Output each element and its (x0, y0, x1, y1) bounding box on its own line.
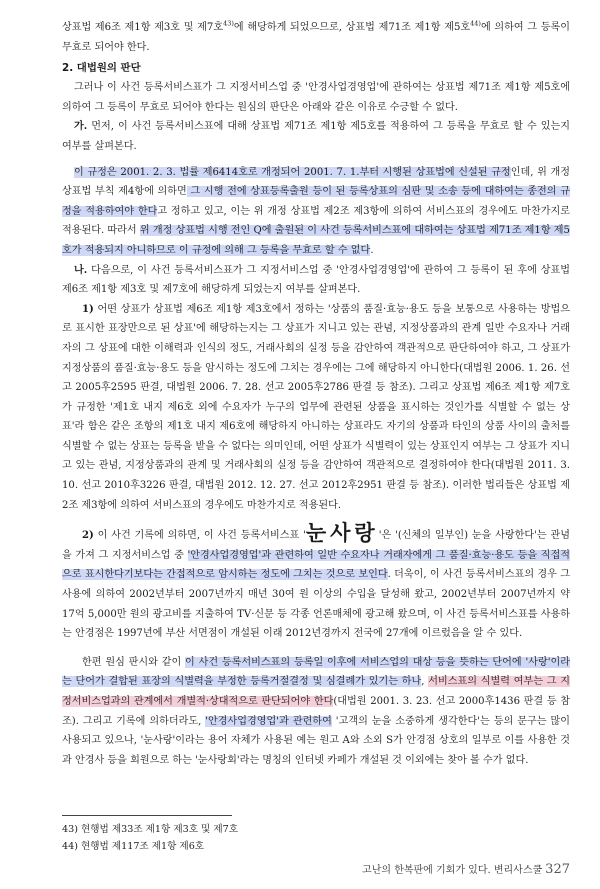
highlight-blue: '안경사업경영업'과 관련하여 일반 수요자나 거래자에게 그 품질·효능·용도 등을 직접적으로 표시한다기보다는 간접적으로 암시하는 정도에 그치는 것으로 보인다 (62, 549, 570, 581)
paragraph-distinctiveness: 한편 원심 판시와 같이 이 사건 등록서비스표의 등록일 이후에 서비스업의 대상 등을 뜻하는 단어에 '사랑'이라는 단어가 결합된 표장의 식별력을 부정한 등록거절결정 및 심결례가 있기는 하나, 서비스표의 식별력 여부는 그 지정서비스업과의 관계에서 개별적·상대적으로 판단되어야 한다(대법원 2001. 3. 23. 선고 2000후1436 판결 등 참조). 그리고 기록에 의하더라도, '안경사업경영업'과 관련하여 '고객의 눈을 소중하게 생각한다'는 등의 문구는 많이 사용되고 있으나, '눈사랑'이라는 용어 자체가 사용된 예는 원고 A와 소외 S가 안경점 상호의 일부로 이를 사용한 것과 안경사 등을 회원으로 하는 '눈사랑회'라는 명칭의 인터넷 카페가 개설된 것 이외에는 찾아 볼 수가 없다. (62, 656, 571, 766)
item-marker: 1) (82, 303, 94, 315)
page-number: 327 (545, 862, 570, 877)
footer-text: 고난의 한복판에 기회가 있다. 변리사스쿨 (362, 865, 543, 876)
page-footer (362, 861, 570, 877)
footnote: 44) 현행법 제117조 제1항 제6호 (62, 841, 205, 852)
paragraph-intro: 상표법 제6조 제1항 제3호 및 제7호$^{43)}$에 해당하게 되었으므로, 상표법 제71조 제1항 제5호$^{44)}$에 의하여 그 등록이 무효로 되어야 한다. (62, 19, 570, 53)
section-heading: 2. 대법원의 판단 (62, 62, 141, 75)
item-marker: 2) (82, 530, 94, 542)
item-marker: 가. (74, 121, 88, 133)
highlight-blue: 이 규정은 2001. 2. 3. 법률 제6414호로 개정되어 2001. 7. 1.부터 시행된 상표법에 신설된 규정 (74, 166, 511, 178)
footnote-ref[interactable]: 44) (470, 19, 481, 28)
item-marker: 나. (74, 264, 88, 276)
highlight-blue: 위 개정 상표법 시행 전인 Q에 출원된 이 사건 등록서비스표에 대하여는 상표법 제71조 제1항 제5호가 적용되지 아니하므로 이 규정에 의해 그 등록을 무효로 할 수 없다 (62, 225, 570, 256)
service-mark-word: 눈사랑 (305, 521, 379, 546)
paragraph-case-facts: 2) 이 사건 기록에 의하면, 이 사건 등록서비스표 '눈사랑'은 '(신체의 일부인) 눈을 사랑한다'는 관념을 가져 그 지정서비스업 중 '안경사업경영업'과 관련하여 일반 수요자나 거래자에게 그 품질·효능·용도 등을 직접적으로 표시한다기보다는 간접적으로 암시하는 정도에 그치는 것으로 보인다. 더욱이, 이 사건 등록서비스표의 경우 그 사용에 의하여 2002년부터 2007년까지 매년 30여 원 이상의 수입을 달성해 왔고, 2002년부터 2007년까지 약 17억 5,000만 원의 광고비를 지출하여 TV·신문 등 각종 언론매체에 광고해 왔으며, 이 사건 등록서비스표를 사용하는 안경점은 1997년에 부산 서면점이 개설된 이래 2012년경까지 전국에 27개에 이르렀음을 알 수 있다. (62, 521, 570, 640)
paragraph-ga: 가. 먼저, 이 사건 등록서비스표에 대해 상표법 제71조 제1항 제5호를 적용하여 그 등록을 무효로 할 수 있는지 여부를 살펴본다. (62, 121, 570, 152)
footnote: 43) 현행법 제33조 제1항 제3호 및 제7호 (62, 824, 238, 835)
highlight-blue: 그 시행 전에 상표등록출원 등이 된 등록상표의 심판 및 소송 등에 대하여는 종전의 규정을 적용하여야 한다 (62, 186, 570, 217)
footnote-ref[interactable]: 43) (223, 19, 234, 28)
highlight-blue: 이 사건 등록서비스표의 등록일 이후에 서비스업의 대상 등을 뜻하는 단어에 '사랑'이라는 단어가 결합된 표장의 식별력을 부정한 등록거절결정 및 심결례가 있기는 하나 (62, 656, 571, 688)
footnote-divider (62, 815, 232, 816)
paragraph-na: 나. 다음으로, 이 사건 등록서비스표가 그 지정서비스업 중 '안경사업경영업'에 관하여 그 등록이 된 후에 상표법 제6조 제1항 제3호 및 제7호에 해당하게 되었는지 여부를 살펴본다. (62, 264, 570, 296)
paragraph-legal-principle: 1) 어떤 상표가 상표법 제6조 제1항 제3호에서 정하는 '상품의 품질·효능·용도 등을 보통으로 사용하는 방법으로 표시한 표장만으로 된 상표'에 해당하는지는 그 상표가 지니고 있는 관념, 지정상품과의 관계 일반 수요자나 거래자의 그 상표에 대한 이해력과 인식의 정도, 거래사회의 실정 등을 감안하여 객관적으로 판단하여야 하고, 그 상표가 지정상품의 품질·효능·용도 등을 암시하는 정도에 그치는 경우에는 그에 해당하지 아니한다(대법원 2006. 1. 26. 선고 2005후2595 판결, 대법원 2006. 7. 28. 선고 2005후2786 판결 등 참조). 그리고 상표법 제6조 제1항 제7호가 규정한 '제1호 내지 제6호 외에 수요자가 누구의 업무에 관련된 상품을 표시하는 것인가를 식별할 수 없는 상표'라 함은 같은 조항의 제1호 내지 제6호에 해당하지 아니하는 상표라도 자기의 상품과 타인의 상품 사이의 출처를 식별할 수 없는 상표는 등록을 받을 수 없다는 의미인데, 어떤 상표가 식별력이 있는 상표인지 여부는 그 상표가 지니고 있는 관념, 지정상품과의 관계 및 거래사회의 실정 등을 감안하여 객관적으로 결정하여야 한다(대법원 2011. 3. 10. 선고 2010후3226 판결, 대법원 2012. 12. 27. 선고 2012후2951 판결 등 참조). 이러한 법리들은 상표법 제2조 제3항에 의하여 서비스표의 경우에도 마찬가지로 적용된다. (62, 303, 570, 511)
document-body (62, 18, 570, 770)
highlight-pink: 서비스표의 식별력 여부는 그 지정서비스업과의 관계에서 개별적·상대적으로 판단되어야 한다 (62, 676, 571, 707)
highlight-blue: '안경사업경영업'과 관련하여 (205, 715, 332, 727)
paragraph-transitional-rule: 이 규정은 2001. 2. 3. 법률 제6414호로 개정되어 2001. 7. 1.부터 시행된 상표법에 신설된 규정인데, 위 개정 상표법 부칙 제4항에 의하면 그 시행 전에 상표등록출원 등이 된 등록상표의 심판 및 소송 등에 대하여는 종전의 규정을 적용하여야 한다고 정하고 있고, 이는 위 개정 상표법 제2조 제3항에 의하여 서비스표의 경우에도 마찬가지로 적용된다. 따라서 위 개정 상표법 시행 전인 Q에 출원된 이 사건 등록서비스표에 대하여는 상표법 제71조 제1항 제5호가 적용되지 아니하므로 이 규정에 의해 그 등록을 무효로 할 수 없다. (62, 166, 571, 256)
paragraph-judgment: 그러나 이 사건 등록서비스표가 그 지정서비스업 중 '안경사업경영업'에 관하여는 상표법 제71조 제1항 제5호에 의하여 그 등록이 무효로 되어야 한다는 원심의 판단은 아래와 같은 이유로 수긍할 수 없다. (62, 82, 570, 113)
